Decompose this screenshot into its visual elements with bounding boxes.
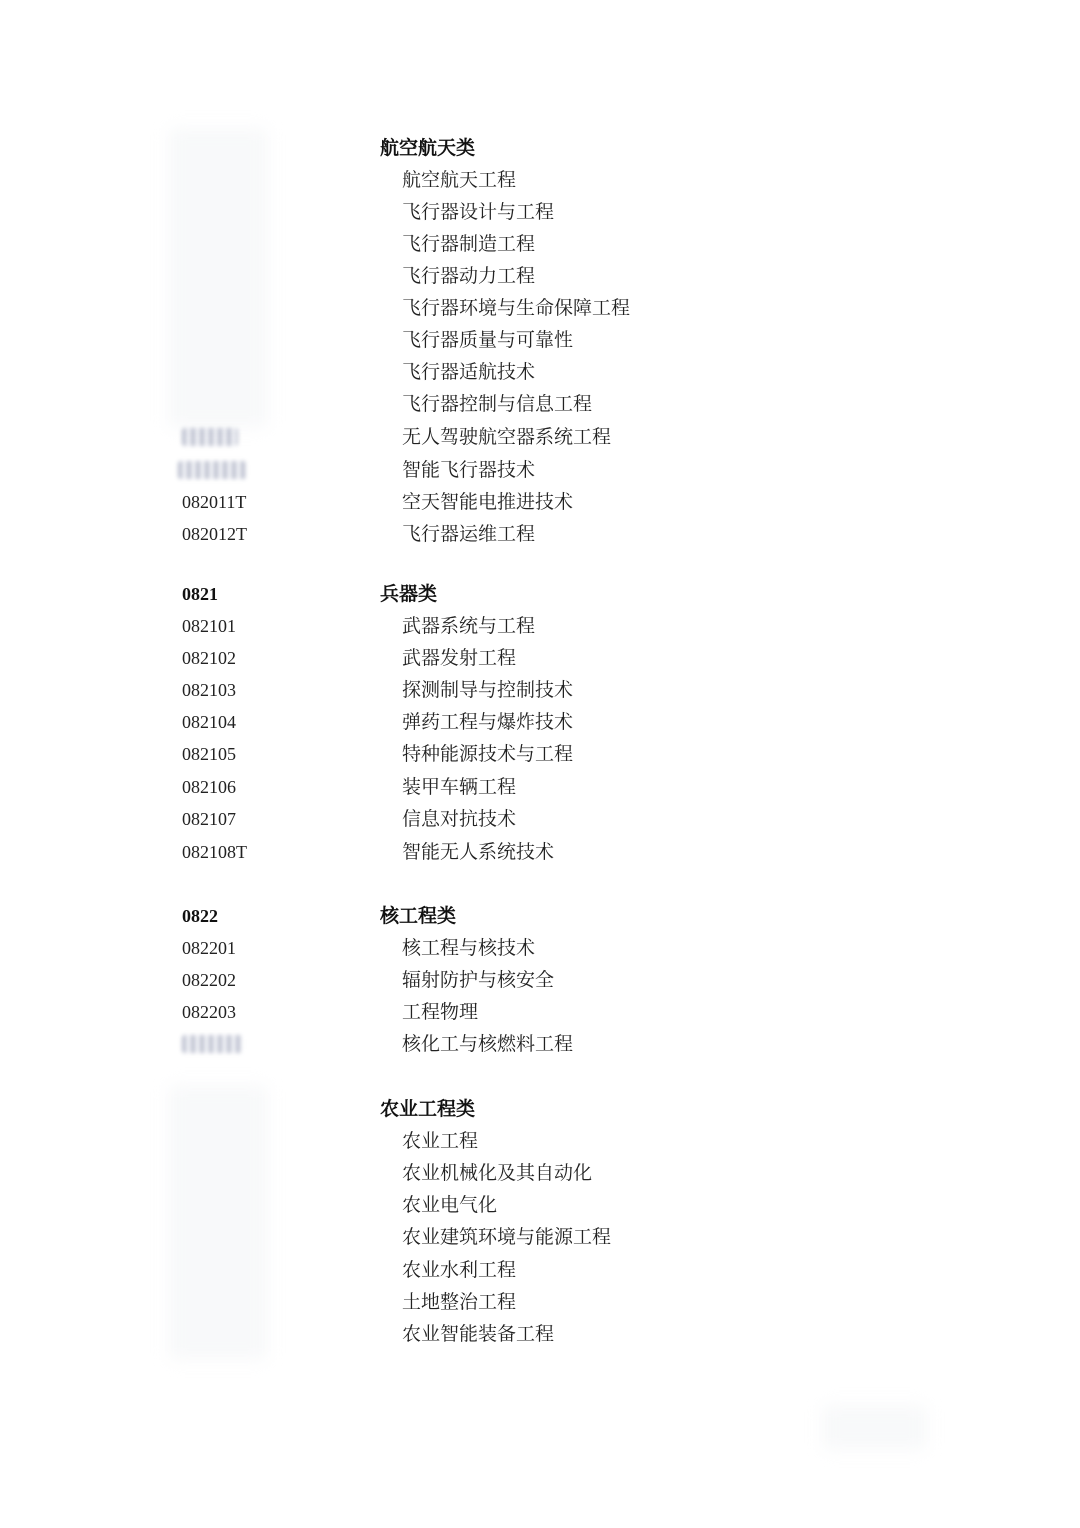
major-name: 农业水利工程 <box>402 1259 517 1281</box>
major-row <box>0 1030 1080 1060</box>
major-name: 信息对抗技术 <box>402 808 517 830</box>
major-row <box>0 805 1080 835</box>
major-row <box>0 1223 1080 1253</box>
major-code: 082104 <box>182 712 236 732</box>
major-row <box>0 262 1080 292</box>
redacted-code <box>182 1035 242 1053</box>
redacted-code <box>178 461 246 479</box>
major-row <box>0 1191 1080 1221</box>
major-row <box>0 326 1080 356</box>
major-row <box>0 708 1080 738</box>
major-name: 智能无人系统技术 <box>402 841 555 863</box>
major-code: 082102 <box>182 648 236 668</box>
major-code: 082103 <box>182 680 236 700</box>
major-row <box>0 358 1080 388</box>
category-title: 农业工程类 <box>380 1098 476 1120</box>
major-row <box>0 1320 1080 1350</box>
major-name: 航空航天工程 <box>402 169 517 191</box>
major-row <box>0 838 1080 868</box>
major-code: 082201 <box>182 938 236 958</box>
major-code: 082012T <box>182 524 247 544</box>
major-row <box>0 1288 1080 1318</box>
major-name: 空天智能电推进技术 <box>402 491 574 513</box>
major-row <box>0 676 1080 706</box>
major-row <box>0 1256 1080 1286</box>
category-title: 航空航天类 <box>380 137 476 159</box>
major-row <box>0 740 1080 770</box>
major-name: 弹药工程与爆炸技术 <box>402 711 574 733</box>
major-name: 农业智能装备工程 <box>402 1323 555 1345</box>
major-name: 飞行器环境与生命保障工程 <box>402 297 631 319</box>
major-name: 飞行器制造工程 <box>402 233 536 255</box>
major-row <box>0 390 1080 420</box>
major-code: 082101 <box>182 616 236 636</box>
major-name: 工程物理 <box>402 1001 479 1023</box>
major-name: 探测制导与控制技术 <box>402 679 574 701</box>
major-name: 飞行器适航技术 <box>402 361 536 383</box>
major-name: 武器发射工程 <box>402 647 517 669</box>
category-title: 兵器类 <box>380 583 438 605</box>
major-name: 智能飞行器技术 <box>402 459 536 481</box>
major-row <box>0 644 1080 674</box>
redacted-region <box>822 1405 927 1450</box>
major-row <box>0 612 1080 642</box>
major-name: 辐射防护与核安全 <box>402 969 555 991</box>
major-row <box>0 423 1080 453</box>
major-name: 飞行器控制与信息工程 <box>402 393 593 415</box>
major-row <box>0 1159 1080 1189</box>
major-code: 082202 <box>182 970 236 990</box>
major-code: 082107 <box>182 809 236 829</box>
major-row <box>0 998 1080 1028</box>
major-row <box>0 488 1080 518</box>
major-row <box>0 520 1080 550</box>
major-name: 土地整治工程 <box>402 1291 517 1313</box>
redacted-code <box>182 428 238 446</box>
major-name: 装甲车辆工程 <box>402 776 517 798</box>
category-row <box>0 1095 1080 1125</box>
major-name: 农业工程 <box>402 1130 479 1152</box>
major-row <box>0 294 1080 324</box>
major-name: 农业电气化 <box>402 1194 498 1216</box>
major-row <box>0 966 1080 996</box>
major-name: 农业机械化及其自动化 <box>402 1162 593 1184</box>
major-name: 核化工与核燃料工程 <box>402 1033 574 1055</box>
major-code: 082011T <box>182 492 247 512</box>
major-name: 飞行器运维工程 <box>402 523 536 545</box>
major-row <box>0 456 1080 486</box>
category-row <box>0 580 1080 610</box>
major-code: 082108T <box>182 842 247 862</box>
major-row <box>0 198 1080 228</box>
category-code: 0821 <box>182 584 218 604</box>
category-title: 核工程类 <box>380 905 457 927</box>
major-row <box>0 166 1080 196</box>
major-row <box>0 230 1080 260</box>
major-row <box>0 1127 1080 1157</box>
category-row <box>0 134 1080 164</box>
major-name: 特种能源技术与工程 <box>402 743 574 765</box>
major-name: 农业建筑环境与能源工程 <box>402 1226 612 1248</box>
major-name: 无人驾驶航空器系统工程 <box>402 426 612 448</box>
category-row <box>0 902 1080 932</box>
major-code: 082106 <box>182 777 236 797</box>
major-name: 核工程与核技术 <box>402 937 536 959</box>
major-row <box>0 934 1080 964</box>
major-name: 飞行器动力工程 <box>402 265 536 287</box>
major-code: 082203 <box>182 1002 236 1022</box>
major-name: 武器系统与工程 <box>402 615 536 637</box>
major-row <box>0 773 1080 803</box>
major-name: 飞行器质量与可靠性 <box>402 329 574 351</box>
major-name: 飞行器设计与工程 <box>402 201 555 223</box>
major-code: 082105 <box>182 744 236 764</box>
category-code: 0822 <box>182 906 218 926</box>
